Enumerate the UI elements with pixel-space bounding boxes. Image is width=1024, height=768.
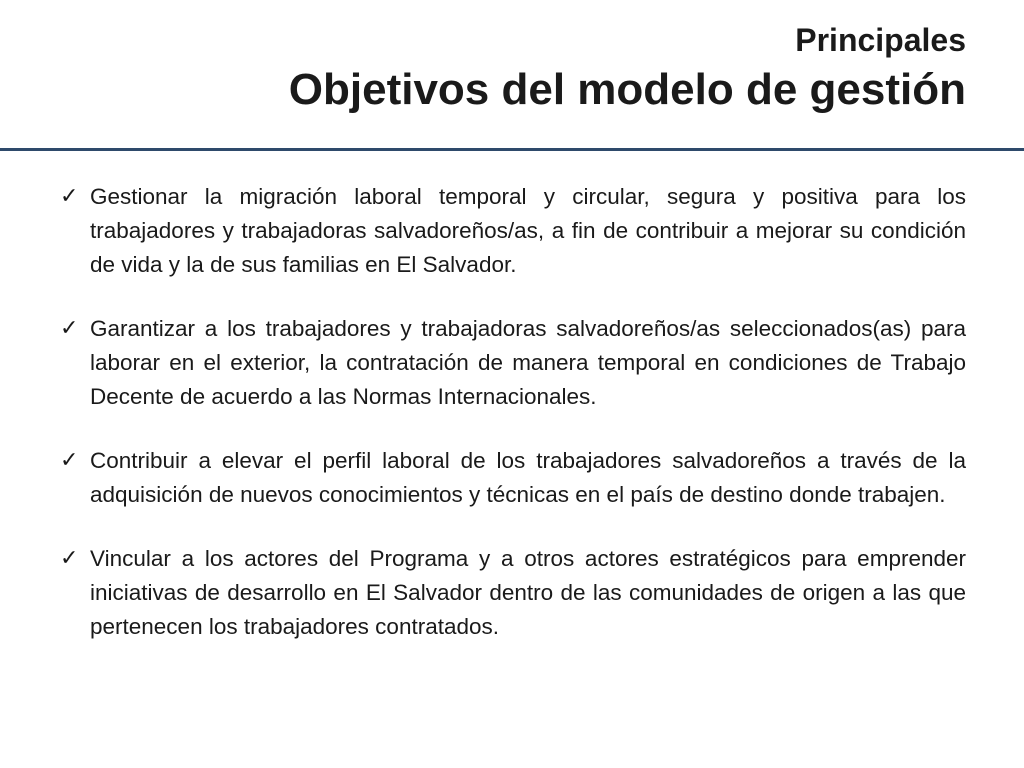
- slide-subtitle: Principales: [795, 22, 966, 58]
- checkmark-icon: ✓: [60, 546, 79, 571]
- objective-text: Contribuir a elevar el perfil laboral de los trabajadores salvadoreños a través de la adquisición de nuevos conocimientos y técnicas en el país de destino donde trabajen.: [90, 448, 966, 507]
- objectives-list: [60, 180, 966, 674]
- objective-item: [60, 542, 966, 644]
- title-divider: [0, 148, 1024, 151]
- checkmark-icon: ✓: [60, 448, 79, 473]
- objective-item: [60, 180, 966, 282]
- objective-item: [60, 312, 966, 414]
- checkmark-icon: ✓: [60, 184, 79, 209]
- objective-item: [60, 444, 966, 512]
- objective-text: Vincular a los actores del Programa y a otros actores estratégicos para emprender iniciativas de desarrollo en El Salvador dentro de las comunidades de origen a las que pertenecen los trabajadores contratados.: [90, 546, 966, 639]
- title-block: [289, 18, 966, 118]
- objective-text: Garantizar a los trabajadores y trabajadoras salvadoreños/as seleccionados(as) para laborar en el exterior, la contratación de manera temporal en condiciones de Trabajo Decente de acuerdo a las Normas Internacionales.: [90, 316, 966, 409]
- objective-text: Gestionar la migración laboral temporal y circular, segura y positiva para los trabajadores y trabajadoras salvadoreños/as, a fin de contribuir a mejorar su condición de vida y la de sus familias en El Salvador.: [90, 184, 966, 277]
- checkmark-icon: ✓: [60, 316, 79, 341]
- slide-title: Objetivos del modelo de gestión: [288, 65, 966, 114]
